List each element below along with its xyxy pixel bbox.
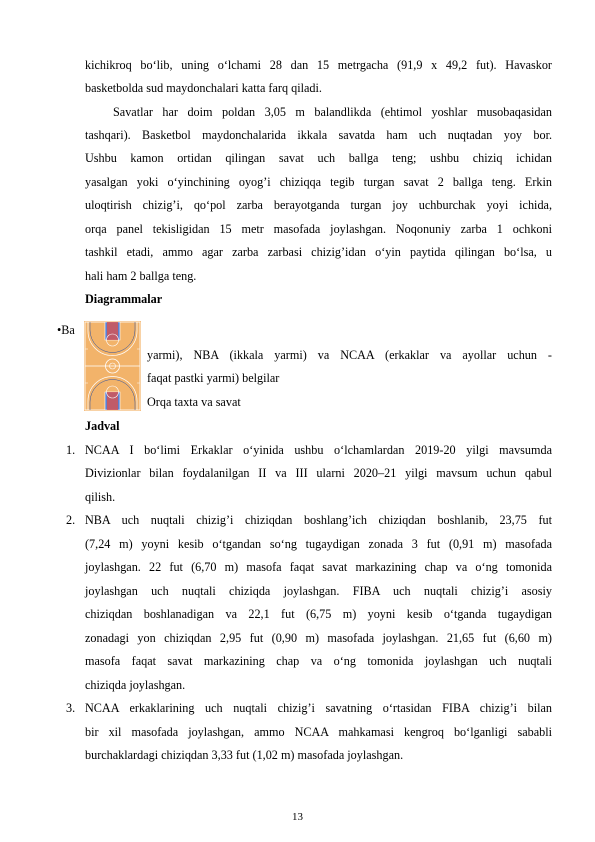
basketball-court-diagram — [84, 321, 141, 411]
page-number: 13 — [292, 811, 303, 823]
paragraph-line: Savatlar har doim poldan 3,05 m balandlikda (ehtimol yoshlar musobaqasidan — [113, 105, 552, 119]
paragraph-line: tashqari). Basketbol maydonchalarida ikkala savatda ham uch nuqtadan yoy bor. — [85, 128, 552, 142]
diagram-caption-line: faqat pastki yarmi) belgilar — [147, 371, 280, 385]
list-item-number: 2. — [66, 513, 76, 527]
diagram-caption-line: Orqa taxta va savat — [147, 395, 241, 409]
list-item-number: 3. — [66, 701, 76, 715]
paragraph-line: kichikroq bo‘lib, uning o‘lchami 28 dan 15 metrgacha (91,9 x 49,2 fut). Havaskor — [85, 58, 552, 72]
list-item-line: joylashgan uch nuqtali chiziqda joylashgan. FIBA uch nuqtali chizig’i asosiy — [85, 584, 552, 598]
list-item-line: NCAA I bo‘limi Erkaklar o‘yinida ushbu o‘lchamlardan 2019-20 yilgi mavsumda — [85, 443, 552, 457]
list-item-line: chiziqdan boshlanadigan va 22,1 fut (6,75 m) yoyni kesib o‘tganda tugaydigan — [85, 607, 552, 621]
paragraph-line: Ushbu kamon ortidan qilingan savat uch ballga teng; ushbu chiziq ichidan — [85, 151, 552, 165]
list-item-line: qilish. — [85, 490, 116, 504]
section-heading-diagrams: Diagrammalar — [85, 292, 163, 306]
list-item-line: (7,24 m) yoyni kesib o‘tgandan so‘ng tugaydigan zonada 3 fut (0,91 m) masofada — [85, 537, 552, 551]
paragraph-line: yasalgan yoki o‘yinchining oyog’i chiziqqa tegib turgan savat 2 ballga teng. Erkin — [85, 175, 552, 189]
paragraph-line: tashkil etadi, ammo agar zarba zarbasi chizig’idan o‘yin paytida qilingan bo‘lsa, u — [85, 245, 552, 259]
paragraph-line: basketbolda sud maydonchalari katta farq qiladi. — [85, 81, 322, 95]
paragraph-line: uloqtirish chizig’i, qo‘pol zarba berayotganda turgan joy uchburchak yoyi ichida, — [85, 198, 552, 212]
list-item-line: chiziqda joylashgan. — [85, 678, 186, 692]
list-item-line: joylashgan. 22 fut (6,70 m) masofa faqat savat markazining chap va o‘ng tomonida — [85, 560, 552, 574]
list-item-line: burchaklardagi chiziqdan 3,33 fut (1,02 m) masofada joylashgan. — [85, 748, 404, 762]
list-item-line: NCAA erkaklarining uch nuqtali chizig’i savatning o‘rtasidan FIBA chizig’i bilan — [85, 701, 552, 715]
section-heading-table: Jadval — [85, 419, 120, 433]
diagram-caption-line: yarmi), NBA (ikkala yarmi) va NCAA (erkaklar va ayollar uchun - — [147, 348, 552, 362]
list-item-line: zonadagi yon chiziqdan 2,95 fut (0,90 m) masofada joylashgan. 21,65 fut (6,60 m) — [85, 631, 552, 645]
list-item-number: 1. — [66, 443, 76, 457]
paragraph-line: hali ham 2 ballga teng. — [85, 269, 197, 283]
list-item-line: Divizionlar bilan foydalanilgan II va III ularni 2020–21 yilgi mavsum uchun qabul — [85, 466, 552, 480]
list-item-line: masofa faqat savat markazining chap va o‘ng tomonida joylashgan uch nuqtali — [85, 654, 552, 668]
court-drawing — [84, 321, 141, 411]
bullet-prefix: •Ba — [57, 323, 75, 337]
list-item-line: NBA uch nuqtali chizig’i chiziqdan boshlang’ich chiziqdan boshlanib, 23,75 fut — [85, 513, 552, 527]
list-item-line: bir xil masofada joylashgan, ammo NCAA mahkamasi kengroq bo‘lganligi sababli — [85, 725, 552, 739]
paragraph-line: orqa panel tekisligidan 15 metr masofada joylashgan. Noqonuniy zarba 1 ochkoni — [85, 222, 552, 236]
